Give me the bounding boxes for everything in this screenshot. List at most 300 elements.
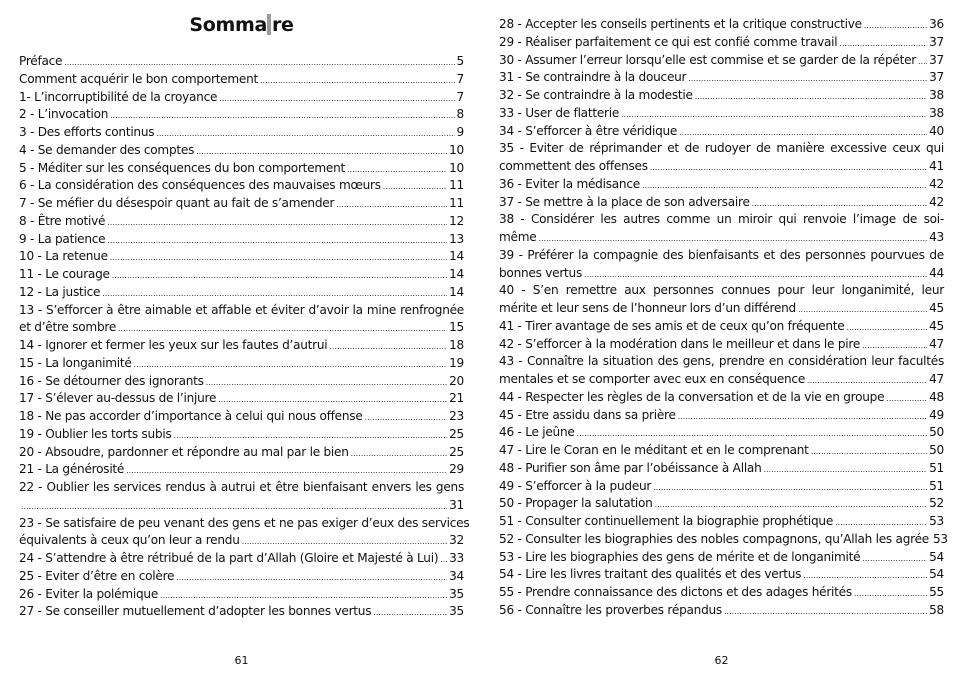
toc-entry[interactable]	[19, 266, 464, 284]
toc-entry[interactable]	[499, 16, 944, 34]
toc-entry[interactable]	[499, 460, 944, 478]
toc-entry-line	[19, 177, 464, 195]
dot-leader	[107, 214, 447, 232]
toc-entry[interactable]	[19, 586, 464, 604]
dot-leader	[653, 479, 927, 497]
toc-entry[interactable]	[19, 373, 464, 391]
toc-entry-title: 24 - S’attendre à être rétribué de la part d’Allah (Gloire et Majesté à Lui)	[19, 551, 439, 565]
toc-entry[interactable]	[499, 584, 944, 602]
toc-entry[interactable]	[19, 390, 464, 408]
toc-entry[interactable]	[499, 69, 944, 87]
toc-entry-line	[19, 550, 464, 568]
toc-entry-line	[19, 497, 464, 515]
toc-entry[interactable]	[499, 531, 948, 549]
toc-entry-title: 51 - Consulter continuellement la biographie prophétique	[499, 514, 834, 528]
toc-entry-page: 38	[929, 88, 944, 102]
toc-entry[interactable]	[499, 52, 944, 70]
toc-entry-line	[19, 337, 464, 355]
text-cursor	[267, 14, 271, 35]
toc-entry-title: 5 - Méditer sur les conséquences du bon comportement	[19, 160, 345, 175]
toc-entry[interactable]	[499, 194, 944, 212]
toc-entry-page: 14	[449, 267, 464, 281]
toc-entry-title: 55 - Prendre connaissance des dictons et des adages hérités	[499, 585, 852, 599]
toc-entry-page: 47	[929, 336, 944, 351]
dot-leader	[383, 178, 447, 196]
toc-entry-page: 20	[449, 373, 464, 388]
toc-entry[interactable]	[499, 407, 944, 425]
toc-entry-page: 13	[449, 231, 464, 246]
dot-leader	[112, 267, 447, 285]
toc-entry-title: 28 - Accepter les conseils pertinents et la critique constructive	[499, 17, 862, 31]
toc-entry-page: 10	[449, 142, 464, 157]
toc-entry-line	[499, 389, 944, 407]
toc-entry-page: 11	[449, 196, 464, 210]
toc-entry-line	[19, 532, 464, 550]
toc-entry-line	[499, 34, 944, 52]
toc-entry-line	[19, 142, 464, 160]
toc-entry-title: 36 - Eviter la médisance	[499, 176, 640, 191]
toc-entry-page: 49	[929, 407, 944, 422]
dot-leader	[218, 391, 447, 409]
dot-leader	[440, 551, 447, 569]
toc-entry-title: mentales et se comporter avec eux en conséquence	[499, 372, 806, 386]
toc-entry-title: 30 - Assumer l’erreur lorsqu’elle est commise et se garder de la répéter	[499, 52, 916, 67]
toc-entry-title: 12 - La justice	[19, 284, 101, 299]
toc-entry-title: même	[499, 230, 537, 244]
toc-entry-page: 9	[456, 125, 464, 139]
right-page	[499, 0, 948, 677]
toc-entry-line	[19, 53, 464, 71]
toc-entry[interactable]	[499, 123, 944, 141]
toc-entry-title: 7 - Se méfier du désespoir quant au fait de s’amender	[19, 196, 335, 210]
toc-entry-title: 4 - Se demander des comptes	[19, 142, 195, 157]
toc-entry[interactable]	[19, 213, 464, 231]
toc-entry-page: 7	[456, 89, 464, 104]
toc-entry[interactable]	[19, 408, 464, 426]
dot-leader	[679, 124, 927, 142]
toc-entry-title: commettent des offenses	[499, 159, 648, 173]
dot-leader	[110, 107, 454, 125]
dot-leader	[206, 374, 447, 392]
toc-entry-line	[499, 69, 944, 87]
toc-entry-page: 25	[449, 444, 464, 459]
toc-entry-line	[19, 106, 464, 124]
toc-entry[interactable]	[499, 566, 944, 584]
toc-entry-title: 49 - S’efforcer à la pudeur	[499, 478, 652, 493]
dot-leader	[835, 514, 927, 532]
dot-leader	[862, 337, 927, 355]
dot-leader	[864, 17, 927, 35]
toc-entry[interactable]	[19, 160, 464, 178]
dot-leader	[156, 125, 454, 143]
dot-leader	[642, 177, 927, 195]
toc-entry-title: 8 - Être motivé	[19, 213, 106, 228]
toc-entry-title: 47 - Lire le Coran en le méditant et en le comprenant	[499, 443, 809, 457]
toc-entry-page: 35	[449, 604, 464, 619]
toc-entry[interactable]	[19, 515, 470, 551]
toc-entry-line	[499, 371, 944, 389]
toc-entry-title: 2 - L’invocation	[19, 107, 109, 122]
dot-leader	[918, 53, 927, 71]
dot-leader	[886, 390, 927, 408]
dot-leader	[803, 567, 927, 585]
dot-leader	[724, 603, 927, 621]
toc-entry-line	[19, 373, 464, 391]
toc-entry-page: 12	[449, 213, 464, 228]
dot-leader	[655, 496, 928, 514]
dot-leader	[846, 319, 927, 337]
toc-entry-line	[499, 300, 944, 318]
toc-entry-title-line: 39 - Préférer la compagnie des bienfaisants et des personnes pourvues de	[499, 247, 944, 262]
toc-entry[interactable]	[499, 211, 944, 247]
toc-entry-title-line: 43 - Connaître la situation des gens, prendre en considération leur facultés	[499, 354, 944, 369]
toc-entry-title: 44 - Respecter les règles de la conversation et de la vie en groupe	[499, 389, 885, 404]
toc-entry-line	[499, 123, 944, 141]
dot-leader	[695, 88, 927, 106]
page-number: 62	[714, 654, 729, 667]
toc-entry[interactable]	[19, 106, 464, 124]
title-text-start: Somma	[189, 14, 267, 36]
dot-leader	[126, 462, 447, 480]
toc-entry-page: 8	[456, 107, 464, 122]
toc-entry-title: 17 - S’élever au-dessus de l’injure	[19, 391, 217, 406]
toc-entry-line	[499, 229, 944, 247]
toc-entry[interactable]	[499, 336, 944, 354]
dot-leader	[650, 159, 927, 177]
dot-leader	[64, 54, 454, 72]
toc-entry-title: équivalents à ceux qu’on leur a rendu	[19, 533, 240, 548]
dot-leader	[678, 408, 927, 426]
toc-entry-line	[499, 460, 944, 478]
toc-entry-title: 9 - La patience	[19, 231, 106, 246]
toc-entry-page: 7	[456, 71, 464, 86]
toc-entry-page: 37	[929, 70, 944, 85]
toc-entry-page: 51	[929, 478, 944, 493]
toc-entry-page: 35	[449, 586, 464, 601]
toc-entry[interactable]	[499, 247, 944, 283]
dot-leader	[21, 498, 447, 516]
dot-leader	[798, 301, 927, 319]
toc-entry[interactable]	[19, 71, 464, 89]
dot-leader	[347, 161, 447, 179]
dot-leader	[621, 106, 927, 124]
toc-entry-line	[19, 231, 464, 249]
toc-entry[interactable]	[19, 195, 464, 213]
toc-entry-page: 18	[449, 338, 464, 352]
toc-entry[interactable]	[19, 426, 464, 444]
toc-entry-page: 5	[456, 54, 464, 68]
dot-leader	[351, 445, 447, 463]
toc-entry-page: 31	[449, 497, 464, 512]
dot-leader	[118, 320, 447, 338]
toc-entry-line	[499, 424, 944, 442]
toc-entry-page: 50	[929, 425, 944, 440]
toc-entry-title: 54 - Lire les livres traitant des qualités et des vertus	[499, 567, 802, 582]
toc-entry[interactable]	[19, 89, 464, 107]
toc-entry-page: 37	[929, 34, 944, 49]
toc-entry-title: 42 - S’efforcer à la modération dans le meilleur et dans le pire	[499, 336, 861, 351]
toc-entry-line	[499, 478, 944, 496]
toc-entry[interactable]	[499, 549, 944, 567]
dot-leader	[862, 550, 927, 568]
toc-entry[interactable]	[499, 282, 944, 318]
toc-entry-line	[19, 426, 464, 444]
dot-leader	[688, 70, 927, 88]
dot-leader	[373, 604, 447, 622]
toc-entry[interactable]	[499, 602, 944, 620]
toc-entry-title: 21 - La générosité	[19, 462, 125, 477]
dot-leader	[336, 196, 447, 214]
toc-entry[interactable]	[499, 442, 944, 460]
toc-entry-title-line: 40 - S’en remettre aux personnes connues pour leur longanimité, leur	[499, 283, 944, 298]
toc-entry-line	[499, 336, 944, 354]
toc-entry-page: 14	[449, 284, 464, 299]
toc-entry-line	[19, 408, 464, 426]
toc-entry[interactable]	[19, 231, 464, 249]
toc-entry-line	[499, 549, 944, 567]
toc-entry-line	[19, 461, 464, 479]
dot-leader	[839, 35, 927, 53]
toc-entry-title: 25 - Eviter d’être en colère	[19, 568, 175, 583]
toc-entry[interactable]	[499, 353, 944, 389]
toc-entry-page: 29	[449, 462, 464, 477]
toc-entry[interactable]	[499, 176, 944, 194]
toc-entry[interactable]	[499, 389, 944, 407]
toc-entry[interactable]	[19, 248, 464, 266]
toc-entry-title-line: 35 - Eviter de réprimander et de rudoyer de manière excessive ceux qui	[499, 141, 944, 156]
dot-leader	[365, 409, 448, 427]
toc-entry-line	[19, 284, 464, 302]
toc-entry-title: 10 - La retenue	[19, 249, 108, 264]
toc-entry-title: 52 - Consulter les biographies des nobles compagnons, qu’Allah les agrée	[499, 531, 929, 546]
dot-leader	[764, 461, 928, 479]
toc-entry[interactable]	[499, 424, 944, 442]
dot-leader	[134, 356, 448, 374]
toc-entry-line	[19, 213, 464, 231]
toc-entry-line	[499, 194, 944, 212]
toc-entry-page: 45	[929, 318, 944, 333]
toc-entry-page: 41	[929, 159, 944, 173]
dot-leader	[176, 569, 447, 587]
toc-entry-line	[19, 124, 464, 142]
left-page	[19, 0, 470, 677]
toc-entry-line	[19, 319, 464, 337]
toc-entry-title: mérite et leur sens de l’honneur lors d’un différend	[499, 301, 796, 315]
toc-entry-page: 58	[929, 602, 944, 617]
toc-entry[interactable]	[19, 479, 464, 515]
toc-entry[interactable]	[19, 550, 464, 568]
page-number: 61	[234, 654, 249, 667]
toc-entry-line	[19, 248, 464, 266]
dot-leader	[107, 232, 447, 250]
toc-entry-line	[499, 52, 944, 70]
toc-entry[interactable]	[499, 105, 944, 123]
dot-leader	[242, 533, 448, 551]
toc-entry[interactable]	[19, 177, 464, 195]
toc-entry-title: 27 - Se conseiller mutuellement d’adopter les bonnes vertus	[19, 604, 372, 619]
toc-entry-line	[499, 158, 944, 176]
toc-entry[interactable]	[499, 87, 944, 105]
toc-entry-title: 26 - Eviter la polémique	[19, 586, 159, 601]
toc-entry-line	[499, 442, 944, 460]
toc-entry[interactable]	[499, 318, 944, 336]
toc-entry-title: 16 - Se détourner des ignorants	[19, 373, 204, 388]
toc-entry[interactable]	[499, 140, 944, 176]
toc-entry[interactable]	[499, 34, 944, 52]
toc-entry-title: 56 - Connaître les proverbes répandus	[499, 602, 722, 617]
toc-entry-title: et d’être sombre	[19, 320, 117, 335]
toc-entry-line	[499, 176, 944, 194]
toc-entry[interactable]	[19, 302, 464, 338]
toc-entry-page: 44	[929, 265, 944, 280]
toc-entry[interactable]	[19, 444, 464, 462]
toc-entry-page: 19	[449, 355, 464, 370]
dot-leader	[577, 425, 928, 443]
toc-entry-page: 53	[929, 514, 944, 528]
toc-entry-title: 31 - Se contraindre à la douceur	[499, 70, 687, 85]
toc-entry-line	[19, 444, 464, 462]
toc-entry-line	[499, 105, 944, 123]
toc-entry[interactable]	[19, 355, 464, 373]
dot-leader	[102, 285, 447, 303]
dot-leader	[260, 72, 455, 90]
dot-leader	[196, 143, 447, 161]
toc-entry[interactable]	[19, 142, 464, 160]
toc-entry[interactable]	[499, 513, 944, 531]
toc-entry-title: 37 - Se mettre à la place de son adversaire	[499, 194, 750, 209]
toc-entry-page: 11	[449, 178, 464, 193]
toc-entry-title: 1- L’incorruptibilité de la croyance	[19, 89, 218, 104]
page-title	[19, 14, 464, 36]
toc-entry-page: 37	[929, 52, 944, 67]
toc-entry-page: 50	[929, 443, 944, 457]
dot-leader	[160, 587, 447, 605]
dot-leader	[752, 195, 927, 213]
toc-entry-line	[499, 495, 944, 513]
toc-entry-line	[499, 16, 944, 34]
toc-entry-line	[499, 602, 944, 620]
toc-entry-line	[499, 407, 944, 425]
toc-entry-title: 19 - Oublier les torts subis	[19, 426, 172, 441]
toc-entry-line	[19, 586, 464, 604]
toc-entry-page: 45	[929, 301, 944, 315]
toc-entry-page: 14	[449, 249, 464, 264]
toc-entry-title-line: 38 - Considérer les autres comme un miroir qui renvoie l’image de soi-	[499, 212, 944, 227]
dot-leader	[174, 427, 448, 445]
toc-entry-page: 53	[932, 531, 948, 546]
toc-entry-page: 25	[449, 426, 464, 441]
toc-entry-line	[499, 566, 944, 584]
toc-entry-page: 32	[449, 533, 464, 548]
toc-entry[interactable]	[499, 478, 944, 496]
toc-entry-line	[499, 318, 944, 336]
toc-entry-page: 52	[929, 496, 944, 511]
toc-entry-title: 11 - Le courage	[19, 267, 110, 281]
toc-entry-title: 3 - Des efforts continus	[19, 125, 155, 139]
toc-entry-line	[499, 584, 944, 602]
toc-entry-page: 43	[929, 230, 944, 244]
toc-entry-title: 18 - Ne pas accorder d’importance à celui qui nous offense	[19, 409, 363, 423]
dot-leader	[110, 249, 447, 267]
toc-entry-page: 15	[449, 320, 464, 335]
toc-entry-page: 38	[929, 105, 944, 120]
toc-entry-page: 54	[929, 549, 944, 564]
toc-entry-title-line: 13 - S’efforcer à être aimable et affable et éviter d’avoir la mine renfrognée	[19, 302, 464, 317]
toc-entry-title: Préface	[19, 54, 63, 68]
toc-entry-line	[19, 390, 464, 408]
toc-entry-line	[19, 195, 464, 213]
toc-entry-page: 21	[449, 391, 464, 406]
toc-entry[interactable]	[19, 461, 464, 479]
toc-entry-title: 45 - Etre assidu dans sa prière	[499, 407, 676, 422]
toc-entry-line	[499, 87, 944, 105]
dot-leader	[538, 230, 927, 248]
toc-entry[interactable]	[499, 495, 944, 513]
table-of-contents	[499, 16, 948, 620]
dot-leader	[584, 266, 927, 284]
toc-entry-page: 51	[929, 460, 944, 475]
toc-entry-title: bonnes vertus	[499, 265, 583, 280]
toc-entry-title: 6 - La considération des conséquences des mauvaises mœurs	[19, 178, 381, 193]
toc-entry-page: 42	[929, 176, 944, 191]
toc-entry-title: 50 - Propager la salutation	[499, 496, 653, 511]
toc-entry-page: 36	[929, 17, 944, 31]
toc-entry-line	[19, 603, 464, 621]
toc-entry-title: 14 - Ignorer et fermer les yeux sur les fautes d’autrui	[19, 338, 328, 352]
toc-entry-line	[499, 531, 948, 549]
toc-entry-page: 54	[929, 567, 944, 582]
toc-entry-page: 47	[929, 372, 944, 386]
toc-entry-line	[19, 266, 464, 284]
toc-entry-page: 55	[929, 585, 944, 599]
toc-entry-title: 20 - Absoudre, pardonner et répondre au mal par le bien	[19, 444, 349, 459]
toc-entry-title-line: 23 - Se satisfaire de peu venant des gens et ne pas exiger d’eux des services	[19, 515, 470, 530]
toc-entry-title: 34 - S’efforcer à être véridique	[499, 123, 678, 138]
toc-entry-page: 48	[929, 389, 944, 404]
toc-entry-line	[19, 160, 464, 178]
toc-entry[interactable]	[19, 568, 464, 586]
toc-entry-page: 23	[449, 409, 464, 423]
toc-entry-title: Comment acquérir le bon comportement	[19, 71, 259, 86]
toc-entry-page: 42	[929, 194, 944, 209]
toc-entry-page: 34	[449, 568, 464, 583]
dot-leader	[329, 338, 447, 356]
toc-entry-line	[19, 568, 464, 586]
toc-entry-line	[19, 355, 464, 373]
toc-entry-title: 53 - Lire les biographies des gens de mérite et de longanimité	[499, 549, 861, 564]
toc-entry-title: 33 - User de flatterie	[499, 105, 620, 120]
toc-entry-title: 48 - Purifier son âme par l’obéissance à Allah	[499, 460, 762, 475]
toc-entry-page: 33	[449, 551, 464, 565]
toc-entry-line	[19, 89, 464, 107]
toc-entry-line	[19, 71, 464, 89]
toc-entry-title: 29 - Réaliser parfaitement ce qui est confié comme travail	[499, 34, 838, 49]
toc-entry[interactable]	[19, 337, 464, 355]
toc-entry-title-line: 22 - Oublier les services rendus à autrui et être bienfaisant envers les gens	[19, 480, 464, 494]
toc-entry-title: 32 - Se contraindre à la modestie	[499, 88, 693, 102]
toc-entry[interactable]	[19, 284, 464, 302]
title-text-end: re	[271, 14, 294, 36]
toc-entry[interactable]	[19, 603, 464, 621]
toc-entry-title: 41 - Tirer avantage de ses amis et de ceux qu’on fréquente	[499, 318, 845, 333]
dot-leader	[219, 90, 454, 108]
toc-entry[interactable]	[19, 124, 464, 142]
toc-entry-line	[499, 513, 944, 531]
toc-entry-title: 15 - La longanimité	[19, 355, 132, 370]
toc-entry[interactable]	[19, 53, 464, 71]
toc-entry-line	[499, 265, 944, 283]
dot-leader	[807, 372, 927, 390]
